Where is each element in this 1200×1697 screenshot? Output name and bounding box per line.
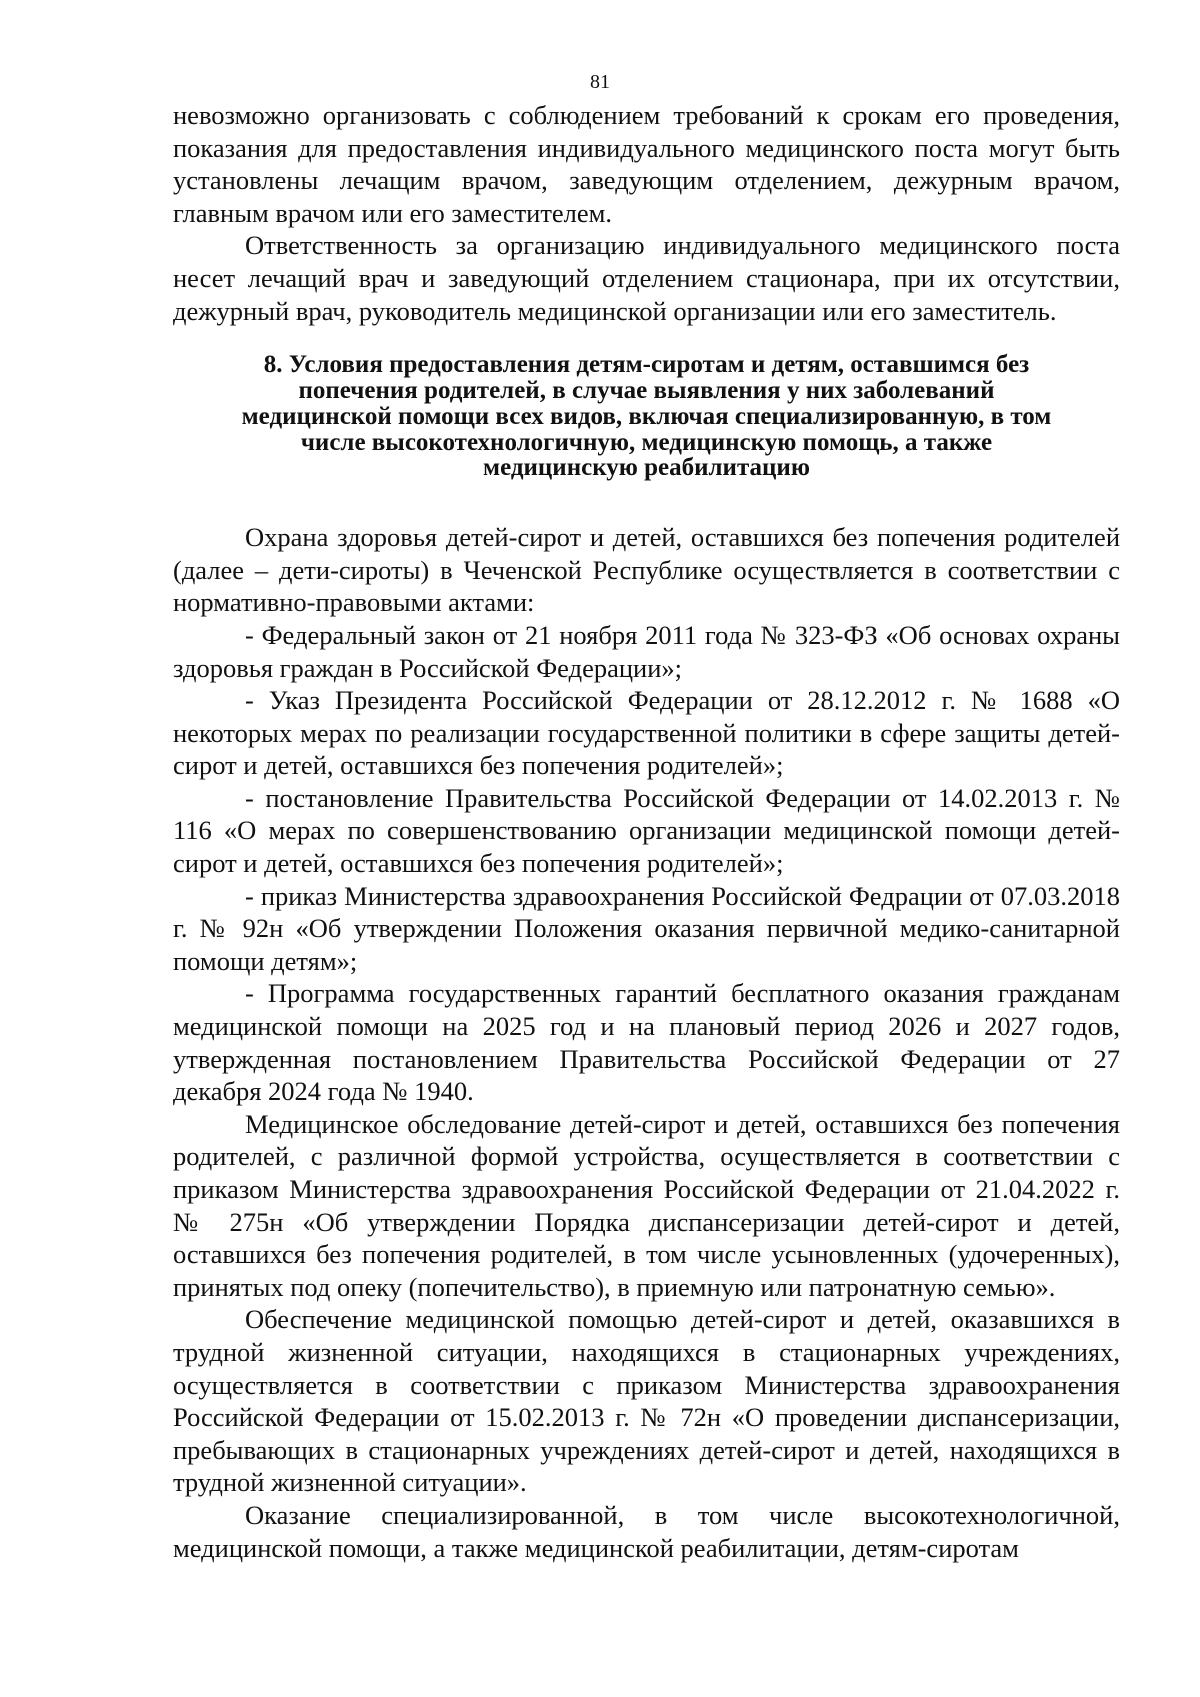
section-heading-line: медицинскую реабилитацию xyxy=(483,454,810,482)
page-number: 81 xyxy=(590,71,610,93)
paragraph: Ответственность за организацию индивидуального медицинского поста несет лечащий врач и заведующий отделением стационара, при их отсутствии, дежурный врач, руководитель медицинской организации или его заместитель. xyxy=(173,230,1120,326)
list-item: - постановление Правительства Российской Федерации от 14.02.2013 г. № 116 «О мерах по совершенствованию организации медицинской помощи детей-сирот и детей, оставшихся без попечения родителей»; xyxy=(173,782,1120,879)
section-heading-line: числе высокотехнологичную, медицинскую помощь, а также xyxy=(300,428,993,456)
section-heading xyxy=(173,352,1120,481)
list-item: - приказ Министерства здравоохранения Российской Федрации от 07.03.2018 г. № 92н «Об утверждении Положения оказания первичной медико-санитарной помощи детям»; xyxy=(173,880,1120,976)
paragraph: невозможно организовать с соблюдением требований к срокам его проведения, показания для предоставления индивидуального медицинского поста могут быть установлены лечащим врачом, заведующим отделением, дежурным врачом, главным врачом или его заместителем. xyxy=(173,100,1120,228)
section-heading-line: попечения родителей, в случае выявления у них заболеваний xyxy=(298,376,995,404)
paragraph: Обеспечение медицинской помощью детей-сирот и детей, оказавшихся в трудной жизненной ситуации, находящихся в стационарных учреждениях, осуществляется в соответствии с приказом Министерства здравоохранения Российской Федерации от 15.02.2013 г. № 72н «О проведении диспансеризации, пребывающих в стационарных учреждениях детей-сирот и детей, находящихся в трудной жизненной ситуации». xyxy=(173,1304,1120,1498)
list-item: - Федеральный закон от 21 ноября 2011 года № 323-ФЗ «Об основах охраны здоровья граждан в Российской Федерации»; xyxy=(173,619,1120,683)
section-heading-line: 8. Условия предоставления детям-сиротам и детям, оставшимся без xyxy=(263,351,1030,379)
paragraph: Оказание специализированной, в том числе высокотехнологичной, медицинской помощи, а также медицинской реабилитации, детям-сиротам xyxy=(173,1499,1120,1563)
document-body xyxy=(173,99,1120,1564)
list-item: - Указ Президента Российской Федерации от 28.12.2012 г. № 1688 «О некоторых мерах по реализации государственной политики в сфере защиты детей-сирот и детей, оставшихся без попечения родителей»; xyxy=(173,685,1120,781)
list-item: - Программа государственных гарантий бесплатного оказания гражданам медицинской помощи на 2025 год и на плановый период 2026 и 2027 годов, утвержденная постановлением Правительства Российской Федерации от 27 декабря 2024 года № 1940. xyxy=(173,978,1120,1107)
section-heading-line: медицинской помощи всех видов, включая специализированную, в том xyxy=(241,402,1052,430)
paragraph: Медицинское обследование детей-сирот и детей, оставшихся без попечения родителей, с различной формой устройства, осуществляется в соответствии с приказом Министерства здравоохранения Российской Федерации от 21.04.2022 г. № 275н «Об утверждении Порядка диспансеризации детей-сирот и детей, оставшихся без попечения родителей, в том числе усыновленных (удочеренных), принятых под опеку (попечительство), в приемную или патронатную семью». xyxy=(173,1108,1120,1302)
paragraph: Охрана здоровья детей-сирот и детей, оставшихся без попечения родителей (далее – дети-сироты) в Чеченской Республике осуществляется в соответствии с нормативно-правовыми актами: xyxy=(173,522,1120,618)
